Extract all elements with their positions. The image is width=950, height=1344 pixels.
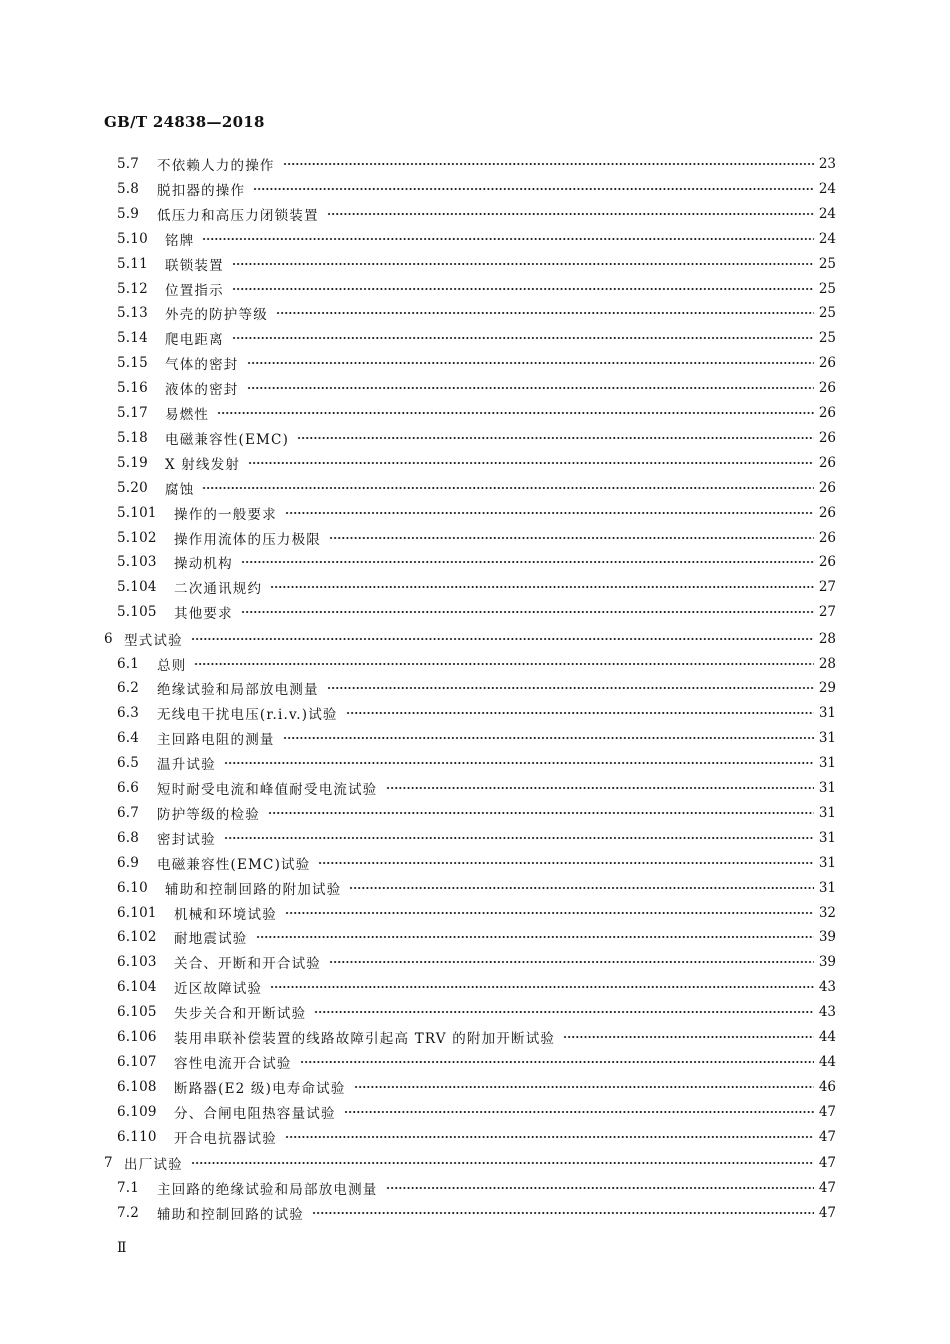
dot-leader bbox=[283, 735, 814, 741]
toc-entry-title: 防护等级的检验 bbox=[157, 806, 260, 823]
toc-entry-page: 46 bbox=[818, 1078, 836, 1095]
toc-entry-title: 易燃性 bbox=[165, 407, 210, 423]
toc-entry[interactable] bbox=[117, 878, 836, 898]
toc-entry-title: 近区故障试验 bbox=[174, 981, 263, 998]
toc-entry-title: 气体的密封 bbox=[165, 357, 239, 374]
toc-entry[interactable] bbox=[117, 728, 836, 748]
toc-entry[interactable] bbox=[117, 254, 836, 274]
dot-leader bbox=[217, 410, 814, 416]
dot-leader bbox=[248, 460, 814, 466]
toc-entry[interactable] bbox=[117, 453, 836, 473]
toc-entry-page: 31 bbox=[818, 829, 836, 846]
toc-entry-number: 6.107 bbox=[117, 1053, 157, 1070]
toc-entry-page: 25 bbox=[818, 305, 836, 322]
toc-entry-page: 39 bbox=[818, 954, 836, 971]
toc-entry-title: 主回路电阻的测量 bbox=[157, 732, 275, 749]
toc-entry-title: 出厂试验 bbox=[124, 1157, 183, 1173]
toc-entry-number: 5.104 bbox=[117, 579, 157, 596]
toc-entry-title: 型式试验 bbox=[124, 632, 183, 649]
toc-entry-page: 32 bbox=[818, 904, 836, 921]
dot-leader bbox=[329, 535, 814, 541]
toc-entry-title: 断路器(E2 级)电寿命试验 bbox=[174, 1080, 346, 1097]
toc-entry-number: 6.3 bbox=[117, 705, 140, 722]
dot-leader bbox=[202, 236, 814, 242]
toc-entry[interactable] bbox=[117, 1077, 836, 1097]
dot-leader bbox=[327, 685, 814, 691]
toc-entry[interactable] bbox=[104, 629, 836, 649]
toc-entry-title: 无线电干扰电压(r.i.v.)试验 bbox=[157, 707, 338, 724]
toc-entry-page: 31 bbox=[818, 780, 836, 796]
toc-entry-number: 5.8 bbox=[117, 180, 140, 197]
toc-entry-title: 联锁装置 bbox=[165, 257, 224, 274]
toc-entry-page: 26 bbox=[818, 405, 836, 421]
toc-entry[interactable] bbox=[117, 803, 836, 823]
toc-entry[interactable] bbox=[117, 602, 836, 622]
toc-entry[interactable] bbox=[117, 552, 836, 572]
toc-entry-page: 44 bbox=[818, 1029, 836, 1045]
toc-entry-title: 绝缘试验和局部放电测量 bbox=[157, 682, 319, 699]
dot-leader bbox=[268, 810, 814, 816]
dot-leader bbox=[247, 385, 815, 391]
toc-entry-page: 43 bbox=[818, 979, 836, 996]
toc-entry[interactable] bbox=[117, 1203, 836, 1223]
toc-entry-number: 5.105 bbox=[117, 604, 157, 621]
toc-entry-title: 腐蚀 bbox=[165, 481, 195, 498]
toc-entry-page: 23 bbox=[818, 156, 836, 172]
toc-entry-title: 电磁兼容性(EMC) bbox=[165, 431, 290, 448]
toc-entry-number: 6.108 bbox=[117, 1078, 157, 1095]
toc-entry-number: 5.9 bbox=[117, 205, 140, 222]
toc-entry-page: 26 bbox=[818, 504, 836, 521]
toc-entry[interactable] bbox=[117, 328, 836, 348]
toc-entry-page: 31 bbox=[818, 755, 836, 772]
toc-entry-number: 6 bbox=[104, 630, 113, 647]
dot-leader bbox=[247, 360, 815, 366]
toc-entry-number: 6.4 bbox=[117, 730, 140, 747]
toc-entry[interactable] bbox=[117, 654, 836, 674]
toc-entry-page: 31 bbox=[818, 854, 836, 871]
toc-entry-page: 27 bbox=[818, 579, 836, 596]
toc-entry[interactable] bbox=[117, 977, 836, 997]
dot-leader bbox=[270, 584, 814, 590]
toc-entry[interactable] bbox=[117, 528, 836, 548]
toc-entry-page: 25 bbox=[818, 280, 836, 297]
toc-entry-number: 6.8 bbox=[117, 829, 140, 846]
toc-entry-page: 26 bbox=[818, 554, 836, 571]
toc-entry-title: 总则 bbox=[157, 657, 187, 674]
toc-entry[interactable] bbox=[117, 828, 836, 848]
toc-entry-number: 6.102 bbox=[117, 929, 157, 946]
toc-entry-number: 6.106 bbox=[117, 1029, 157, 1045]
toc-entry-number: 5.101 bbox=[117, 504, 157, 521]
toc-entry[interactable] bbox=[117, 503, 836, 523]
toc-entry[interactable] bbox=[117, 179, 836, 199]
toc-entry-page: 47 bbox=[818, 1204, 836, 1221]
toc-entry[interactable] bbox=[117, 353, 836, 373]
toc-entry[interactable] bbox=[117, 753, 836, 773]
dot-leader bbox=[285, 510, 814, 516]
toc-entry-page: 31 bbox=[818, 804, 836, 821]
dot-leader bbox=[300, 1059, 814, 1065]
toc-entry-title: 二次通讯规约 bbox=[174, 581, 263, 598]
dot-leader bbox=[312, 1210, 814, 1216]
dot-leader bbox=[241, 609, 814, 615]
toc-entry-number: 6.6 bbox=[117, 780, 140, 796]
toc-entry-number: 6.1 bbox=[117, 655, 140, 672]
toc-entry-number: 5.20 bbox=[117, 479, 148, 496]
dot-leader bbox=[346, 710, 814, 716]
dot-leader bbox=[386, 785, 815, 791]
toc-entry-number: 5.102 bbox=[117, 529, 157, 546]
toc-entry-number: 5.18 bbox=[117, 429, 148, 446]
dot-leader bbox=[191, 636, 814, 642]
toc-entry-title: 液体的密封 bbox=[165, 382, 239, 399]
toc-entry-page: 47 bbox=[818, 1128, 836, 1145]
dot-leader bbox=[232, 286, 814, 292]
dot-leader bbox=[241, 559, 814, 565]
dot-leader bbox=[297, 435, 814, 441]
toc-entry-title: X 射线发射 bbox=[165, 456, 241, 473]
toc-entry[interactable] bbox=[117, 903, 836, 923]
toc-entry-title: 装用串联补偿装置的线路故障引起高 TRV 的附加开断试验 bbox=[174, 1031, 556, 1047]
dot-leader bbox=[349, 885, 814, 891]
dot-leader bbox=[386, 1185, 815, 1191]
toc-entry-title: 机械和环境试验 bbox=[174, 906, 277, 923]
toc-entry-number: 6.2 bbox=[117, 680, 140, 697]
toc-entry-title: 开合电抗器试验 bbox=[174, 1130, 277, 1147]
toc-entry[interactable] bbox=[117, 154, 836, 174]
toc-entry-number: 6.105 bbox=[117, 1004, 157, 1021]
toc-entry-page: 47 bbox=[818, 1155, 836, 1171]
toc-entry-page: 44 bbox=[818, 1053, 836, 1070]
toc-entry-page: 26 bbox=[818, 454, 836, 471]
toc-entry-title: 位置指示 bbox=[165, 282, 224, 299]
toc-entry-number: 5.13 bbox=[117, 305, 148, 322]
toc-entry[interactable] bbox=[117, 428, 836, 448]
toc-entry[interactable] bbox=[117, 229, 836, 249]
toc-entry-title: 其他要求 bbox=[174, 606, 233, 623]
toc-entry[interactable] bbox=[104, 1153, 836, 1173]
document-code: GB/T 24838—2018 bbox=[104, 113, 265, 131]
toc-entry-page: 25 bbox=[818, 255, 836, 272]
toc-entry-number: 6.110 bbox=[117, 1128, 157, 1145]
dot-leader bbox=[276, 310, 814, 316]
toc-entry-number: 7.2 bbox=[117, 1204, 140, 1221]
toc-entry-number: 5.7 bbox=[117, 156, 140, 172]
toc-entry-page: 26 bbox=[818, 479, 836, 496]
toc-entry-number: 6.9 bbox=[117, 854, 140, 871]
toc-entry-page: 29 bbox=[818, 680, 836, 697]
toc-entry-title: 爬电距离 bbox=[165, 332, 224, 349]
dot-leader bbox=[224, 835, 814, 841]
toc-entry[interactable] bbox=[117, 952, 836, 972]
dot-leader bbox=[354, 1084, 814, 1090]
toc-entry[interactable] bbox=[117, 1127, 836, 1147]
toc-entry-number: 7 bbox=[104, 1155, 113, 1171]
toc-entry-number: 5.10 bbox=[117, 230, 148, 247]
toc-entry-title: 温升试验 bbox=[157, 757, 216, 774]
toc-entry-number: 6.109 bbox=[117, 1103, 157, 1120]
dot-leader bbox=[224, 760, 814, 766]
toc-entry-number: 5.17 bbox=[117, 405, 148, 421]
toc-entry-number: 6.7 bbox=[117, 804, 140, 821]
toc-entry[interactable] bbox=[117, 1027, 836, 1047]
toc-entry-title: 铭牌 bbox=[165, 232, 195, 249]
dot-leader bbox=[314, 1009, 814, 1015]
toc-entry-page: 43 bbox=[818, 1004, 836, 1021]
dot-leader bbox=[202, 485, 814, 491]
toc-entry-title: 密封试验 bbox=[157, 831, 216, 848]
toc-entry[interactable] bbox=[117, 1102, 836, 1122]
toc-entry[interactable] bbox=[117, 204, 836, 224]
toc-entry[interactable] bbox=[117, 927, 836, 947]
toc-entry-number: 6.104 bbox=[117, 979, 157, 996]
toc-entry-title: 操作用流体的压力极限 bbox=[174, 531, 321, 548]
toc-entry-page: 25 bbox=[818, 330, 836, 347]
toc-entry[interactable] bbox=[117, 403, 836, 423]
dot-leader bbox=[318, 860, 814, 866]
dot-leader bbox=[232, 335, 814, 341]
toc-entry-title: 失步关合和开断试验 bbox=[174, 1006, 307, 1023]
dot-leader bbox=[253, 186, 814, 192]
toc-entry[interactable] bbox=[117, 577, 836, 597]
toc-entry-number: 5.14 bbox=[117, 330, 148, 347]
toc-entry-title: 外壳的防护等级 bbox=[165, 307, 268, 324]
dot-leader bbox=[194, 661, 814, 667]
page-number: Ⅱ bbox=[117, 1240, 128, 1256]
dot-leader bbox=[283, 161, 814, 167]
toc-entry-page: 47 bbox=[818, 1103, 836, 1120]
toc-entry[interactable] bbox=[117, 303, 836, 323]
toc-entry-title: 辅助和控制回路的试验 bbox=[157, 1206, 304, 1223]
toc-entry-page: 39 bbox=[818, 929, 836, 946]
toc-entry-title: 容性电流开合试验 bbox=[174, 1055, 292, 1072]
toc-entry-title: 不依赖人力的操作 bbox=[157, 158, 275, 174]
toc-entry-page: 28 bbox=[818, 630, 836, 647]
dot-leader bbox=[285, 1134, 814, 1140]
dot-leader bbox=[344, 1109, 814, 1115]
toc-entry-page: 27 bbox=[818, 604, 836, 621]
toc-entry[interactable] bbox=[117, 778, 836, 798]
toc-entry-number: 5.11 bbox=[117, 255, 148, 272]
toc-entry-number: 6.5 bbox=[117, 755, 140, 772]
toc-entry-title: 低压力和高压力闭锁装置 bbox=[157, 207, 319, 224]
toc-entry-title: 分、合闸电阻热容量试验 bbox=[174, 1105, 336, 1122]
toc-entry-title: 主回路的绝缘试验和局部放电测量 bbox=[157, 1181, 378, 1198]
dot-leader bbox=[256, 934, 815, 940]
toc-entry[interactable] bbox=[117, 279, 836, 299]
toc-entry[interactable] bbox=[117, 703, 836, 723]
toc-entry-title: 关合、开断和开合试验 bbox=[174, 956, 321, 973]
toc-entry-title: 脱扣器的操作 bbox=[157, 182, 246, 199]
dot-leader bbox=[329, 959, 814, 965]
toc-entry-page: 24 bbox=[818, 180, 836, 197]
dot-leader bbox=[563, 1034, 814, 1040]
dot-leader bbox=[270, 984, 814, 990]
toc-entry-page: 31 bbox=[818, 879, 836, 896]
toc-entry-number: 6.101 bbox=[117, 904, 157, 921]
dot-leader bbox=[232, 261, 814, 267]
toc-entry-title: 辅助和控制回路的附加试验 bbox=[165, 881, 342, 898]
toc-entry-page: 31 bbox=[818, 705, 836, 722]
toc-entry[interactable] bbox=[117, 378, 836, 398]
dot-leader bbox=[191, 1160, 814, 1166]
toc-entry-title: 耐地震试验 bbox=[174, 931, 248, 948]
toc-entry-page: 28 bbox=[818, 655, 836, 672]
toc-entry[interactable] bbox=[117, 1052, 836, 1072]
toc-entry-number: 5.15 bbox=[117, 355, 148, 372]
toc-entry-number: 7.1 bbox=[117, 1179, 140, 1196]
toc-entry-page: 24 bbox=[818, 205, 836, 222]
toc-entry-number: 5.19 bbox=[117, 454, 148, 471]
toc-entry-number: 6.10 bbox=[117, 879, 148, 896]
toc-entry[interactable] bbox=[117, 1178, 836, 1198]
toc-entry-number: 5.12 bbox=[117, 280, 148, 297]
dot-leader bbox=[285, 910, 814, 916]
toc-entry-title: 操动机构 bbox=[174, 556, 233, 573]
toc-entry-page: 26 bbox=[818, 429, 836, 446]
toc-entry[interactable] bbox=[117, 478, 836, 498]
toc-entry-page: 47 bbox=[818, 1179, 836, 1196]
toc-entry[interactable] bbox=[117, 853, 836, 873]
toc-entry-page: 26 bbox=[818, 380, 836, 397]
toc-entry-number: 5.103 bbox=[117, 554, 157, 571]
toc-entry-page: 31 bbox=[818, 730, 836, 747]
dot-leader bbox=[327, 211, 814, 217]
toc-entry[interactable] bbox=[117, 678, 836, 698]
toc-entry-title: 操作的一般要求 bbox=[174, 506, 277, 523]
toc-entry-page: 26 bbox=[818, 529, 836, 546]
toc-entry-title: 短时耐受电流和峰值耐受电流试验 bbox=[157, 782, 378, 798]
toc-entry-title: 电磁兼容性(EMC)试验 bbox=[157, 856, 311, 873]
toc-entry[interactable] bbox=[117, 1002, 836, 1022]
toc-entry-page: 24 bbox=[818, 230, 836, 247]
toc-entry-number: 6.103 bbox=[117, 954, 157, 971]
toc-entry-page: 26 bbox=[818, 355, 836, 372]
toc-entry-number: 5.16 bbox=[117, 380, 148, 397]
